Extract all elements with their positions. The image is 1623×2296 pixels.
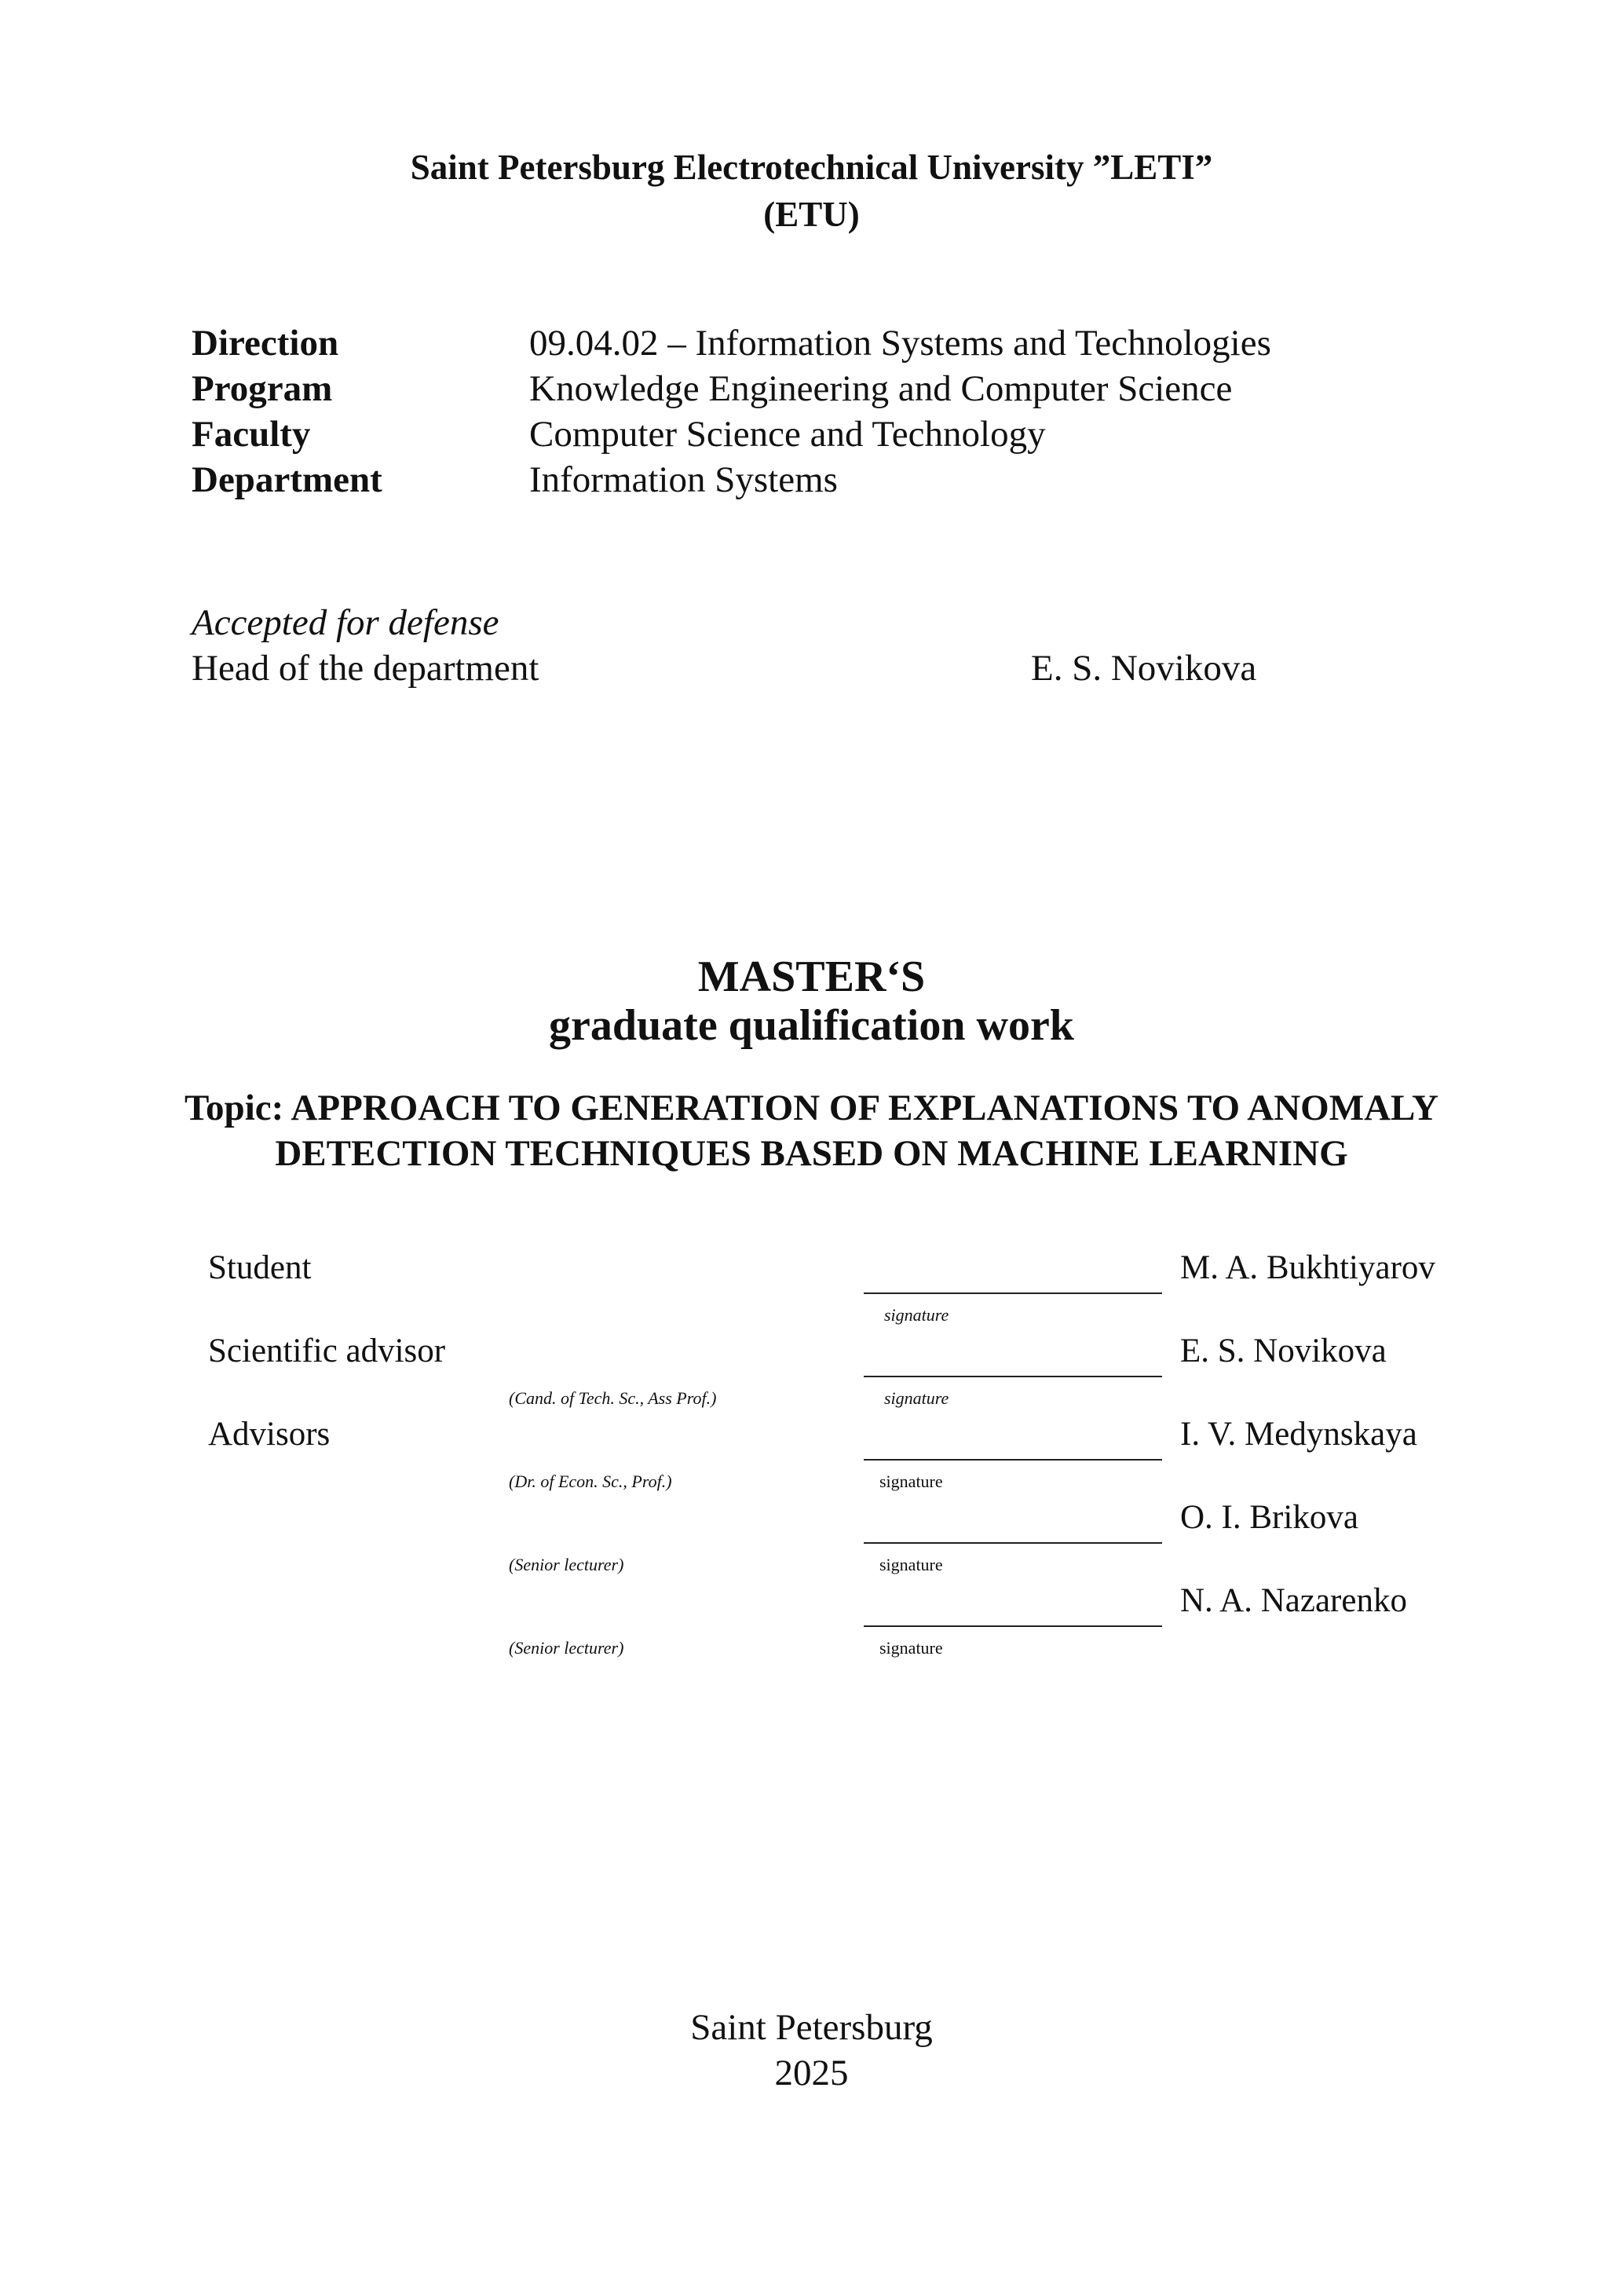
faculty-value: Computer Science and Technology <box>529 414 1046 455</box>
accepted-for-defense: Accepted for defense <box>192 602 499 643</box>
signature-line <box>864 1625 1162 1627</box>
program-value: Knowledge Engineering and Computer Science <box>529 368 1233 409</box>
program-label: Program <box>192 368 333 409</box>
head-of-department-label: Head of the department <box>192 648 539 689</box>
advisor-name: N. A. Nazarenko <box>1180 1582 1407 1619</box>
head-of-department-name: E. S. Novikova <box>1031 648 1257 689</box>
department-label: Department <box>192 459 382 500</box>
university-abbreviation: (ETU) <box>763 195 860 234</box>
signature-caption: signature <box>879 1638 943 1658</box>
signature-line <box>864 1376 1162 1377</box>
topic-line-1: Topic: APPROACH TO GENERATION OF EXPLANATIONS TO ANOMALY <box>185 1088 1438 1128</box>
year: 2025 <box>774 2053 849 2093</box>
direction-value: 09.04.02 – Information Systems and Technologies <box>529 323 1271 364</box>
advisor-name: O. I. Brikova <box>1180 1499 1358 1536</box>
degree-caption: (Senior lecturer) <box>509 1555 624 1574</box>
student-name: M. A. Bukhtiyarov <box>1180 1249 1435 1286</box>
student-label: Student <box>208 1249 312 1286</box>
signature-caption: signature <box>884 1305 949 1325</box>
signature-line <box>864 1542 1162 1544</box>
signature-caption: signature <box>879 1555 943 1574</box>
work-title: MASTER‘S <box>697 952 926 1001</box>
city: Saint Petersburg <box>690 2007 933 2048</box>
advisor-name: I. V. Medynskaya <box>1180 1416 1417 1453</box>
work-subtitle: graduate qualification work <box>549 1001 1074 1050</box>
signature-line <box>864 1292 1162 1294</box>
signature-caption: signature <box>884 1388 949 1408</box>
degree-caption: (Senior lecturer) <box>509 1638 624 1658</box>
signature-caption: signature <box>879 1472 943 1491</box>
faculty-label: Faculty <box>192 414 311 455</box>
scientific-advisor-name: E. S. Novikova <box>1180 1333 1387 1369</box>
university-name: Saint Petersburg Electrotechnical University ”LETI” <box>410 148 1213 187</box>
department-value: Information Systems <box>529 459 838 500</box>
degree-caption: (Cand. of Tech. Sc., Ass Prof.) <box>509 1388 717 1408</box>
direction-label: Direction <box>192 323 339 364</box>
scientific-advisor-label: Scientific advisor <box>208 1333 446 1369</box>
topic-line-2: DETECTION TECHNIQUES BASED ON MACHINE LEARNING <box>275 1133 1348 1174</box>
advisors-label: Advisors <box>208 1416 331 1453</box>
degree-caption: (Dr. of Econ. Sc., Prof.) <box>509 1472 672 1491</box>
signature-line <box>864 1459 1162 1461</box>
